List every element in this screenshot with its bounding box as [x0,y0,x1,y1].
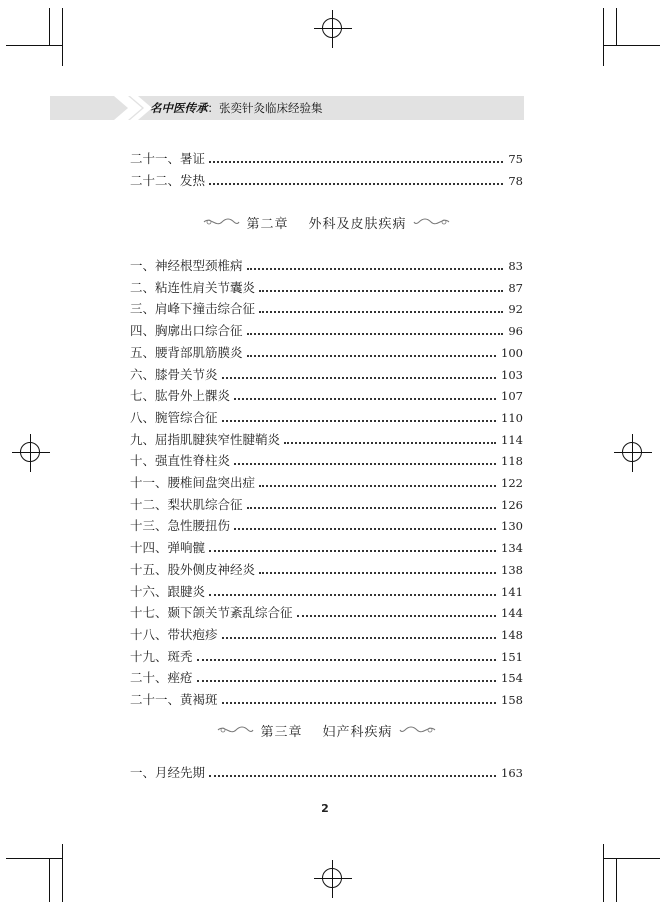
registration-mark-bottom [314,860,352,898]
toc-entry-title: 十四、弹响髋 [130,540,206,556]
leader-dots [222,636,497,639]
toc-entry-page: 158 [501,693,523,707]
toc-entry[interactable] [130,582,523,602]
page-number: 2 [321,802,329,815]
toc-entry[interactable] [130,256,523,276]
toc-entry[interactable] [130,321,523,341]
toc-entry-page: 87 [508,280,523,295]
chapter-heading [130,211,523,233]
toc-entry[interactable] [130,408,523,428]
toc-entry-page: 134 [501,541,523,556]
ornament-right-icon [413,215,451,229]
leader-dots [197,658,497,661]
ornament-left-icon [202,215,240,229]
toc-entry-page: 100 [501,345,523,360]
leader-dots [247,354,497,357]
chapter-number: 第三章 [260,724,303,740]
toc-entry-title: 二十二、发热 [130,173,206,188]
toc-entry-title: 十八、带状疱疹 [130,626,218,642]
toc-entry[interactable] [130,603,523,623]
toc-entry-page: 151 [501,649,523,664]
toc-entry-title: 十三、急性腰扭伤 [130,518,231,534]
toc-entry[interactable] [130,451,523,471]
toc-entry-page: 130 [501,519,523,534]
toc-entry[interactable] [130,149,523,169]
toc-entry-title: 三、肩峰下撞击综合征 [130,301,256,317]
toc-entry-title: 二、粘连性肩关节囊炎 [130,279,256,295]
chapter-title: 妇产科疾病 [322,724,393,740]
toc-entry-title: 十、强直性脊柱炎 [130,453,231,469]
toc-entry-page: 75 [508,152,523,166]
leader-dots [197,679,497,682]
toc-entry[interactable] [130,560,523,580]
leader-dots [247,267,504,270]
toc-entry-page: 126 [501,497,523,512]
leader-dots [209,182,503,185]
toc-entry[interactable] [130,538,523,558]
leader-dots [222,701,497,704]
toc-entry-title: 四、胸廓出口综合征 [130,323,243,339]
toc-entry-page: 144 [501,606,523,621]
leader-dots [234,462,496,465]
toc-entry[interactable] [130,343,523,363]
toc-entry[interactable] [130,495,523,515]
toc-entry[interactable] [130,365,523,385]
toc-entry[interactable] [130,430,523,450]
book-title: 张奕针灸临床经验集 [219,101,323,115]
toc-entry-page: 107 [501,389,523,404]
toc-entry-title: 二十一、黄褐斑 [130,692,218,707]
toc-entry-page: 141 [501,584,523,599]
toc-entry-title: 十七、颞下颌关节紊乱综合征 [130,605,293,621]
leader-dots [259,310,503,313]
leader-dots [209,160,503,163]
toc-entry[interactable] [130,516,523,536]
toc-entry[interactable] [130,171,523,191]
toc-entry[interactable] [130,386,523,406]
toc-entry-title: 十六、跟腱炎 [130,583,206,599]
toc-entry-page: 96 [508,324,523,339]
registration-mark-top [314,10,352,48]
toc-entry-page: 154 [501,671,523,686]
leader-dots [222,419,497,422]
toc-entry-title: 十二、梨状肌综合征 [130,496,243,512]
toc-entry[interactable] [130,690,523,710]
toc-entry-page: 138 [501,562,523,577]
leader-dots [297,614,497,617]
toc-entry[interactable] [130,473,523,493]
ornament-right-icon [399,723,437,737]
toc-entry-page: 122 [501,476,523,490]
registration-mark-left [12,434,50,472]
toc-entry-page: 114 [501,432,523,447]
chapter-heading [130,719,523,741]
ornament-left-icon [216,723,254,737]
toc-entry-title: 五、腰背部肌筋膜炎 [130,344,243,360]
chapter-number: 第二章 [246,216,289,232]
leader-dots [259,484,496,487]
toc-entry[interactable] [130,647,523,667]
registration-mark-right [614,434,652,472]
toc-entry-page: 92 [508,302,523,317]
leader-dots [259,289,503,292]
leader-dots [209,549,496,552]
toc-entry-title: 十一、腰椎间盘突出症 [130,475,256,490]
series-brand: 名中医传承 [150,101,208,115]
leader-dots [247,332,504,335]
toc-entry[interactable] [130,299,523,319]
toc-entry-page: 118 [501,454,523,469]
toc-entry[interactable] [130,625,523,645]
chapter-title: 外科及皮肤疾病 [308,216,407,232]
toc-entry-title: 一、神经根型颈椎病 [130,258,243,273]
toc-entry-page: 148 [501,627,523,642]
toc-entry[interactable] [130,668,523,688]
leader-dots [209,593,496,596]
toc-entry-title: 十五、股外侧皮神经炎 [130,561,256,577]
toc-entry-title: 二十一、暑证 [130,151,206,166]
header-separator: ： [207,101,219,115]
toc-entry-title: 七、肱骨外上髁炎 [130,388,231,404]
leader-dots [259,571,496,574]
toc-entry[interactable] [130,763,523,783]
leader-dots [247,506,497,509]
running-header [150,100,323,116]
toc-entry-title: 十九、斑秃 [130,648,193,664]
leader-dots [234,527,496,530]
toc-entry-title: 一、月经先期 [130,765,206,780]
leader-dots [284,441,496,444]
toc-entry-title: 九、屈指肌腱狭窄性腱鞘炎 [130,431,281,447]
toc-entry-page: 110 [501,410,523,425]
toc-entry-page: 78 [508,174,523,188]
leader-dots [222,376,497,379]
toc-entry-title: 八、腕管综合征 [130,409,218,425]
toc-entry-page: 103 [501,367,523,382]
toc-entry-title: 六、膝骨关节炎 [130,366,218,382]
toc-entry-title: 二十、痤疮 [130,670,193,686]
toc-entry[interactable] [130,278,523,298]
leader-dots [209,774,496,777]
leader-dots [234,397,496,400]
toc-entry-page: 83 [508,259,523,273]
toc-entry-page: 163 [501,766,523,780]
